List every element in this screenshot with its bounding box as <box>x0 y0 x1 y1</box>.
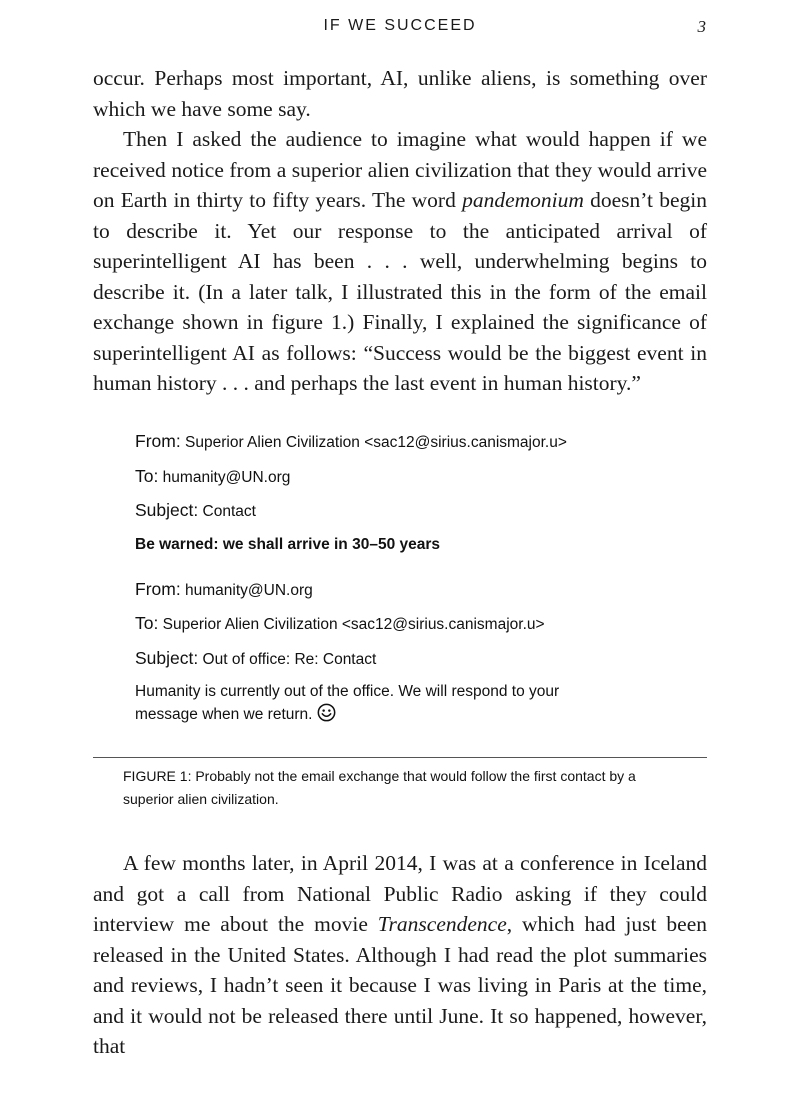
from-label: From: <box>135 431 181 451</box>
paragraph-text: , which had just been released in the United States. Although I had read the plot summaries and reviews, I hadn’t seen it because I was living in Paris at the time, and it would not be released there until June. It so happened, however, that <box>93 912 707 1058</box>
email-subject-line <box>135 645 695 680</box>
figure-caption: FIGURE 1: Probably not the email exchange that would follow the first contact by a superior alien civilization. <box>123 768 636 807</box>
smiley-face-icon <box>317 703 336 722</box>
email-body-line: Humanity is currently out of the office. We will respond to your <box>135 683 560 700</box>
email-body <box>135 681 695 726</box>
email-from-line <box>135 576 695 611</box>
page-number: 3 <box>697 17 706 36</box>
paragraph <box>93 848 707 1062</box>
figure-divider <box>93 757 707 758</box>
email-body-line: message when we return. <box>135 703 695 726</box>
to-value: Superior Alien Civilization <sac12@sirius.canismajor.u> <box>162 616 545 633</box>
subject-value: Out of office: Re: Contact <box>202 650 377 668</box>
subject-label: Subject: <box>135 647 199 668</box>
body-text-top <box>93 63 707 399</box>
email-from-line <box>135 428 695 463</box>
email-message-2 <box>135 576 695 727</box>
email-to-line <box>135 610 695 645</box>
to-value: humanity@UN.org <box>162 468 291 486</box>
paragraph-text: Then I asked the audience to imagine what would happen if we received notice from a superior alien civilization that they would arrive on Earth in thirty to fifty years. The word <box>93 127 707 212</box>
to-label: To: <box>135 465 159 486</box>
body-text-bottom <box>93 848 707 1062</box>
email-message-1 <box>135 428 695 556</box>
emphasis-pandemonium: pandemonium <box>462 188 584 212</box>
from-label: From: <box>135 578 181 599</box>
subject-label: Subject: <box>135 500 199 520</box>
from-value: humanity@UN.org <box>185 581 313 599</box>
emphasis-transcendence: Transcendence <box>377 912 507 936</box>
email-to-line <box>135 463 695 498</box>
figure-email-exchange <box>135 428 695 726</box>
paragraph-text: doesn’t begin to describe it. Yet our response to the anticipated arrival of superintelligent AI has been . . . well, underwhelming begins to describe it. (In a later talk, I illustrated this in the form of the email exchange shown in figure 1.) Finally, I explained the significance of superintelligent AI as follows: “Success would be the biggest event in human history . . . and perhaps the last event in human history.” <box>93 188 708 395</box>
subject-value: Contact <box>202 503 256 520</box>
email-subject-line <box>135 497 695 532</box>
paragraph-text: A few months later, in April 2014, I was at a conference in Iceland and got a call from National Public Radio asking if they could interview me about the movie <box>93 851 707 936</box>
paragraph: occur. Perhaps most important, AI, unlike aliens, is something over which we have some say. <box>93 66 707 121</box>
email-body: Be warned: we shall arrive in 30–50 years <box>135 535 441 553</box>
running-head <box>0 17 800 41</box>
running-title: IF WE SUCCEED <box>323 17 477 34</box>
from-value: Superior Alien Civilization <sac12@sirius.canismajor.u> <box>185 434 567 451</box>
paragraph <box>93 124 707 399</box>
to-label: To: <box>135 613 159 633</box>
